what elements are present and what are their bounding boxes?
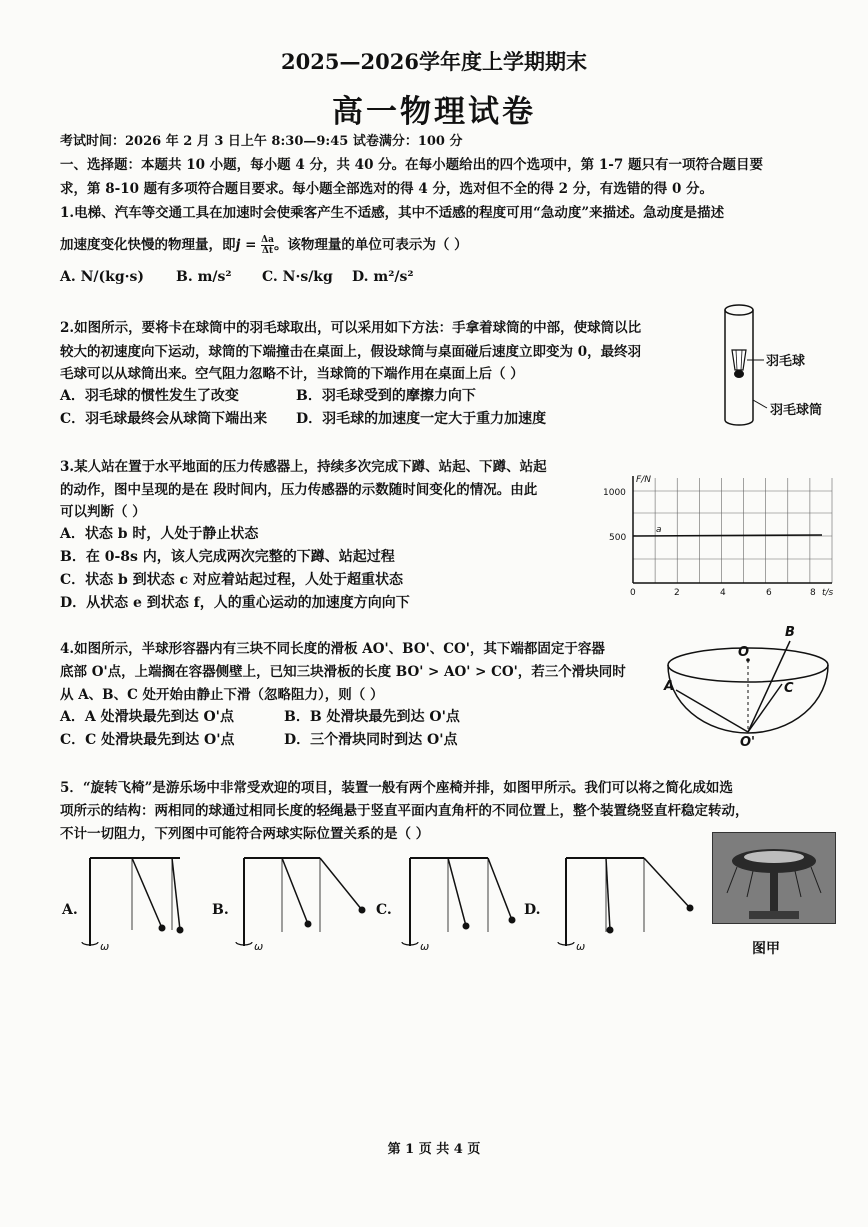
graph-x-tick: 6 <box>766 588 772 598</box>
q4-option-d: D．三个滑块同时到达 O'点 <box>284 732 458 748</box>
ride-base <box>749 911 799 919</box>
graph-x-label: t/s <box>822 588 834 598</box>
q3-stem-line-1: 3.某人站在置于水平地面的压力传感器上，持续多次完成下蹲、站起、下蹲、站起 <box>60 459 547 475</box>
ball <box>463 923 470 930</box>
ball <box>687 905 694 912</box>
q1-stem-line-2-post: 。该物理量的单位可表示为（ ） <box>273 237 468 253</box>
omega-label: ω <box>254 940 264 953</box>
q1-stem-line-1: 1.电梯、汽车等交通工具在加速时会使乘客产生不适感，其中不适感的程度可用“急动度”来描述。急动度是描述 <box>60 205 725 221</box>
q5-stem-line-2: 项所示的结构：两相同的球通过相同长度的轻绳悬于竖直平面内直角杆的不同位置上，整个装置绕竖直杆稳定转动， <box>60 803 749 819</box>
q5-option-label-c: C. <box>376 902 392 918</box>
q1-fraction-numerator: Δa <box>261 235 274 245</box>
q3-stem-line-3: 可以判断（ ） <box>60 504 146 520</box>
section-instructions-line-2: 求，第 8-10 题有多项符合题目要求。每小题全部选对的得 4 分，选对但不全的得 2 分，有选错的得 0 分。 <box>60 181 714 197</box>
label-a: A <box>664 679 675 694</box>
label-shuttlecock: 羽毛球 <box>766 354 806 369</box>
q1-option-c: C. N·s/kg <box>262 269 333 285</box>
graph-x-tick: 0 <box>630 588 636 598</box>
board-c <box>748 684 782 732</box>
q2-stem-line-3: 毛球可以从球筒出来。空气阻力忽略不计，当球筒的下端作用在桌面上后（ ） <box>60 366 524 382</box>
page-title: 高一物理试卷 <box>332 94 536 130</box>
q5-option-label-d: D. <box>524 902 541 918</box>
shuttlecock-tube-diagram <box>712 300 852 435</box>
label-b: B <box>785 625 795 640</box>
q5-stem-line-1: 5．“旋转飞椅”是游乐场中非常受欢迎的项目，装置一般有两个座椅并排，如图甲所示。我们可以将之简化成如选 <box>60 780 733 796</box>
ball <box>607 927 614 934</box>
exam-info: 考试时间：2026 年 2 月 3 日上午 8:30—9:45 试卷满分：100 分 <box>60 134 463 149</box>
exam-year-heading: 2025—2026学年度上学期期末 <box>281 49 587 74</box>
q1-option-a: A. N/(kg·s) <box>60 269 145 285</box>
rope <box>606 858 610 930</box>
q4-option-a: A．A 处滑块最先到达 O'点 <box>60 709 234 725</box>
label-shuttlecock-tube: 羽毛球筒 <box>770 403 823 418</box>
q2-stem-line-2: 较大的初速度向下运动，球筒的下端撞击在桌面上，假设球筒与桌面碰后速度立即变为 0，最终羽 <box>60 344 642 360</box>
graph-force-line <box>633 535 822 536</box>
q3-option-a: A．状态 b 时，人处于静止状态 <box>60 526 259 542</box>
q3-option-b: B．在 0-8s 内，该人完成两次完整的下蹲、站起过程 <box>60 549 395 565</box>
q1-stem-line-2 <box>60 233 468 256</box>
swing-diagram-c <box>396 850 526 960</box>
rope <box>132 858 162 928</box>
q4-option-c: C．C 处滑块最先到达 O'点 <box>60 732 235 748</box>
q4-option-b: B．B 处滑块最先到达 O'点 <box>284 709 460 725</box>
rope <box>172 858 180 930</box>
ride-center-pole <box>770 869 778 913</box>
section-instructions-line-1: 一、选择题：本题共 10 小题，每小题 4 分，共 40 分。在每小题给出的四个选项中，第 1-7 题只有一项符合题目要 <box>60 157 763 173</box>
flying-chairs-photo-illustration <box>713 833 835 923</box>
swing-diagram-b <box>232 850 372 960</box>
graph-x-tick: 2 <box>674 588 680 598</box>
label-c: C <box>784 681 794 696</box>
omega-label: ω <box>100 940 110 953</box>
graph-y-tick: 1000 <box>603 488 626 498</box>
graph-x-tick: 4 <box>720 588 726 598</box>
swing-diagram-a <box>80 850 190 960</box>
ball <box>305 921 312 928</box>
rope <box>488 858 512 920</box>
pressure-sensor-graph <box>600 468 840 598</box>
q1-option-d: D. m²/s² <box>352 269 414 285</box>
q1-jerk-symbol: j <box>235 237 241 253</box>
graph-y-label: F/N <box>636 475 651 485</box>
graph-y-tick: 500 <box>609 533 627 543</box>
rope <box>644 858 690 908</box>
q1-stem-line-2-pre: 加速度变化快慢的物理量，即 <box>60 237 236 253</box>
swing-diagram-d <box>548 850 698 960</box>
q1-fraction-denominator: Δt <box>261 246 274 256</box>
tube-top-rim <box>725 305 753 315</box>
q2-option-b: B．羽毛球受到的摩擦力向下 <box>296 388 476 404</box>
q4-stem-line-1: 4.如图所示，半球形容器内有三块不同长度的滑板 AO'、BO'、CO'，其下端都固定于容器 <box>60 641 605 657</box>
ball <box>509 917 516 924</box>
graph-point-label: a <box>656 525 662 535</box>
q2-option-a: A．羽毛球的惯性发生了改变 <box>60 388 239 404</box>
q1-equals: = <box>240 237 262 253</box>
label-o-prime: O' <box>740 735 756 750</box>
omega-label: ω <box>576 940 586 953</box>
ride-canopy-highlight <box>744 851 804 863</box>
hemisphere-container-diagram <box>662 620 842 750</box>
rope <box>448 858 466 926</box>
graph-x-tick: 8 <box>810 588 816 598</box>
q3-option-d: D．从状态 e 到状态 f，人的重心运动的加速度方向向下 <box>60 595 410 611</box>
graph-grid <box>633 478 832 583</box>
ball <box>359 907 366 914</box>
q2-option-c: C．羽毛球最终会从球筒下端出来 <box>60 411 268 427</box>
q1-fraction <box>261 235 274 256</box>
rope <box>320 858 362 910</box>
page-number: 第 1 页 共 4 页 <box>387 1142 481 1157</box>
tube-bottom-rim <box>725 420 753 425</box>
label-pointer-tube <box>753 400 767 408</box>
rope <box>282 858 308 924</box>
shuttlecock-cork <box>734 370 744 378</box>
omega-label: ω <box>420 940 430 953</box>
ball <box>159 925 166 932</box>
photo-caption: 图甲 <box>752 941 780 957</box>
shuttlecock-feathers <box>732 350 746 370</box>
q2-option-d: D．羽毛球的加速度一定大于重力加速度 <box>296 411 547 427</box>
q5-option-label-a: A. <box>62 902 78 918</box>
flying-chairs-photo <box>712 832 836 924</box>
q2-stem-line-1: 2.如图所示，要将卡在球筒中的羽毛球取出，可以采用如下方法：手拿着球筒的中部，使球筒以比 <box>60 320 642 336</box>
q3-option-c: C．状态 b 到状态 c 对应着站起过程，人处于超重状态 <box>60 572 403 588</box>
q5-option-label-b: B. <box>212 902 229 918</box>
ball <box>177 927 184 934</box>
q1-option-b: B. m/s² <box>176 269 232 285</box>
q4-stem-line-2: 底部 O'点，上端搁在容器侧壁上，已知三块滑板的长度 BO' > AO' > CO'，若三个滑块同时 <box>60 664 626 680</box>
q4-stem-line-3: 从 A、B、C 处开始由静止下滑（忽略阻力），则（ ） <box>60 687 384 703</box>
q5-stem-line-3: 不计一切阻力，下列图中可能符合两球实际位置关系的是（ ） <box>60 826 430 842</box>
label-o: O <box>738 645 750 660</box>
q3-stem-line-2: 的动作，图中呈现的是在 段时间内，压力传感器的示数随时间变化的情况。由此 <box>60 482 538 498</box>
